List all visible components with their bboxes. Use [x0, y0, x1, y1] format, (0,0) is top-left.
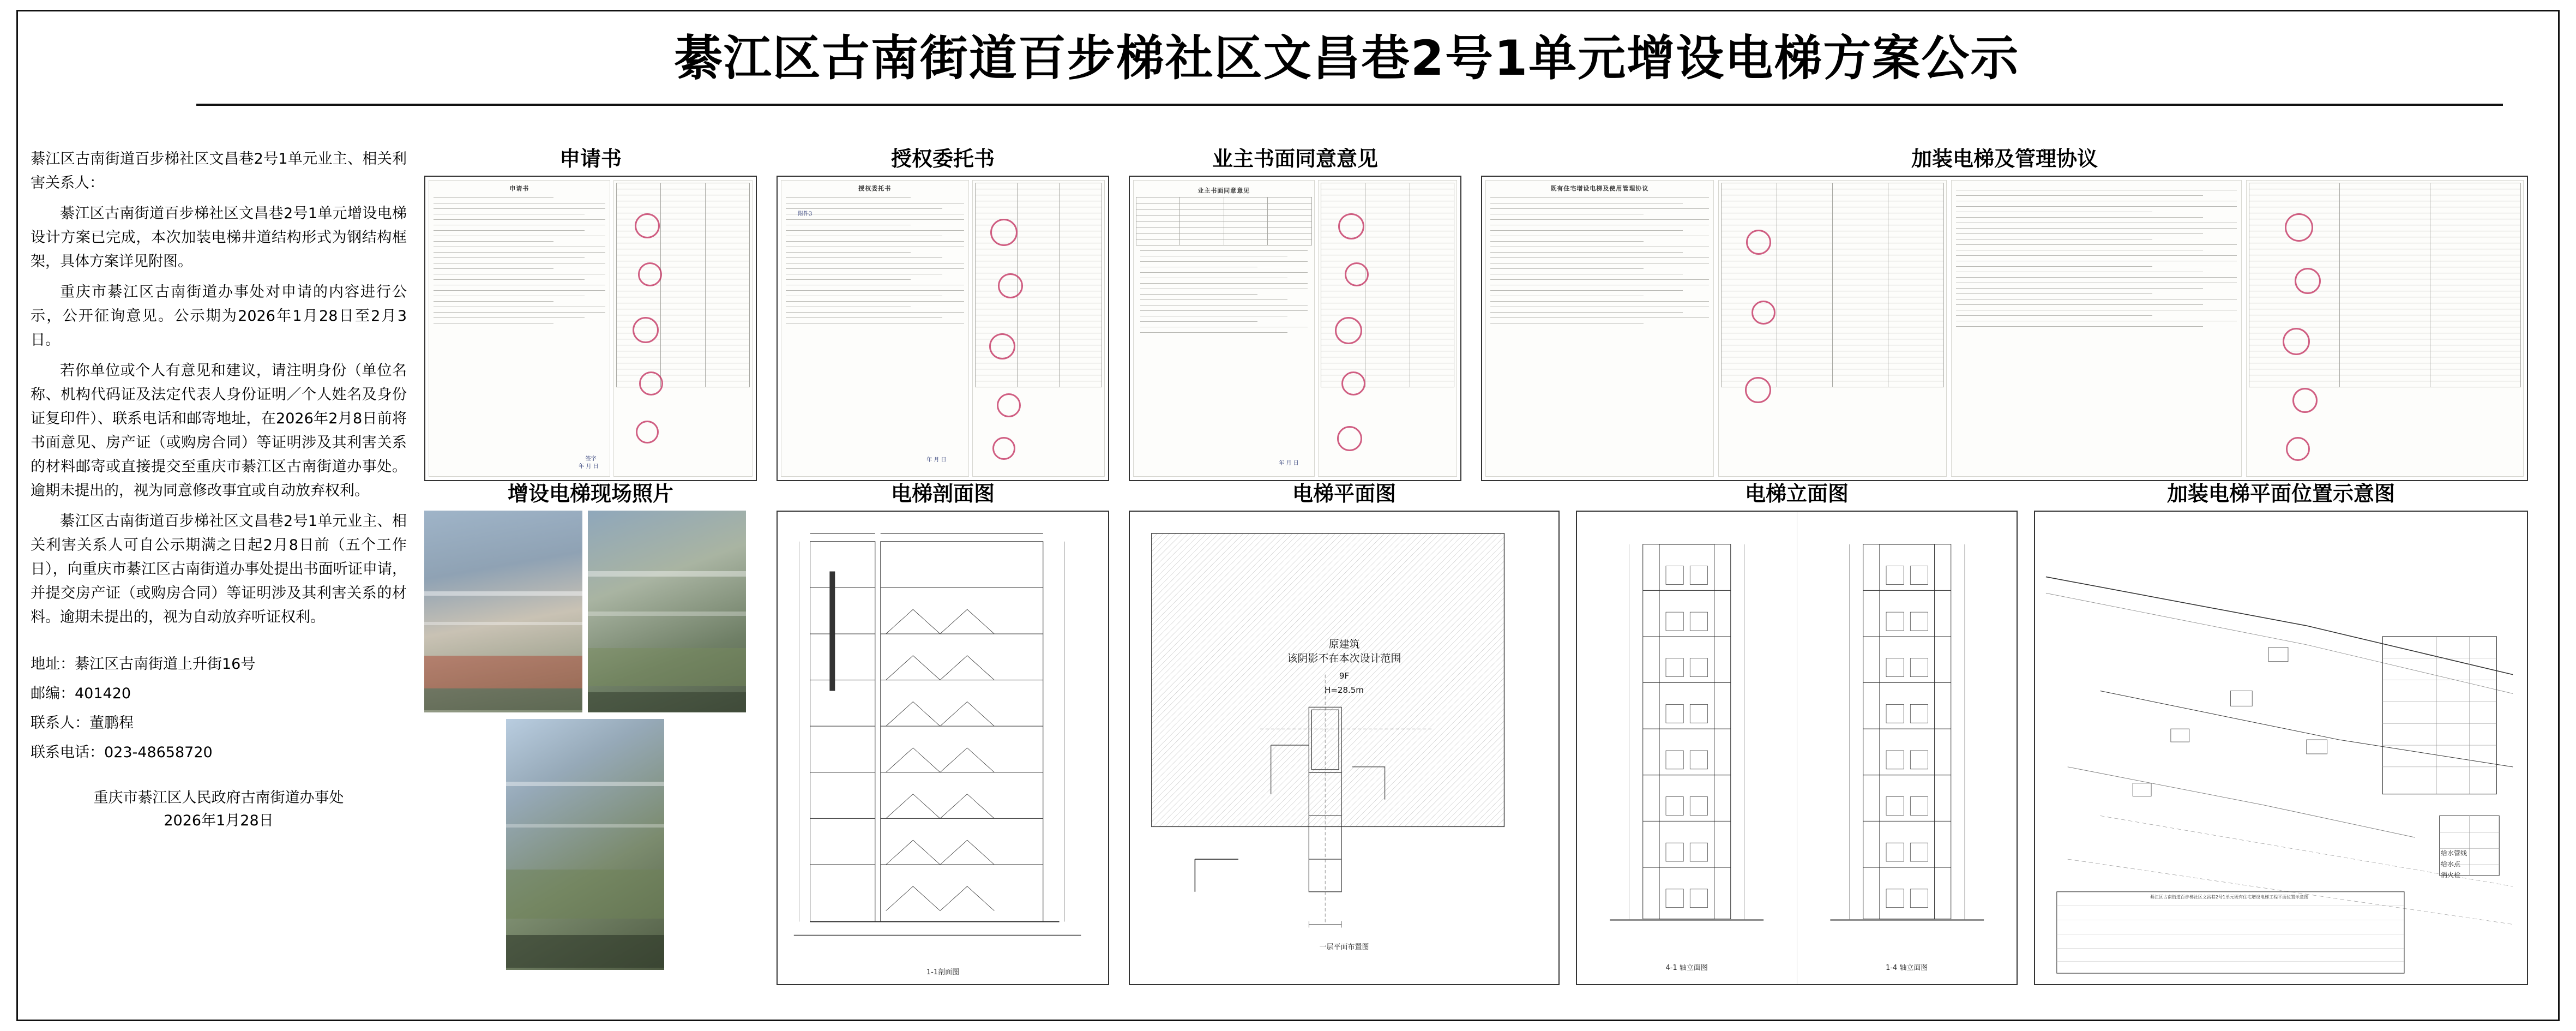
- owner-consent-stamp-1: [1338, 213, 1364, 239]
- panel-elevator-agreement: [1481, 146, 2528, 481]
- owner-consent-header-table: [1136, 197, 1312, 245]
- panel-owner-consent-title: 业主书面同意意见: [1212, 147, 1378, 171]
- notice-paragraph-1: 綦江区古南街道百步梯社区文昌巷2号1单元增设电梯设计方案已完成，本次加装电梯井道结构形式为钢结构框架，具体方案详见附图。: [31, 205, 407, 270]
- panel-site-photos-title: 增设电梯现场照片: [507, 482, 673, 506]
- notice-contact-block: [31, 652, 407, 765]
- panel-application-title: 申请书: [559, 147, 622, 171]
- panel-owner-consent: [1129, 146, 1461, 481]
- agreement-text-lines-3: [1952, 181, 2241, 327]
- panel-location-plan-body: [2034, 511, 2528, 985]
- contact-postcode: 邮编：401420: [31, 685, 131, 702]
- location-plan-note-title: 綦江区古南街道百步梯社区文昌巷2号1单元既有住宅增设电梯工程平面位置示意图: [2150, 895, 2309, 900]
- plan-drawing-caption: 一层平面布置图: [1319, 943, 1369, 951]
- owner-consent-sheet-table: [1318, 180, 1457, 477]
- site-photo-1: [424, 511, 582, 712]
- application-text-lines: [429, 197, 610, 323]
- owner-consent-stamp-4: [1341, 371, 1365, 395]
- application-sheet-table: [613, 180, 753, 477]
- site-photo-2: [588, 511, 746, 712]
- issuer-name: 重庆市綦江区人民政府古南街道办事处: [93, 789, 344, 806]
- panel-site-photos-body: [424, 511, 757, 985]
- section-drawing-canvas: [778, 512, 1108, 984]
- owner-consent-stamp-3: [1335, 317, 1362, 344]
- notice-signoff: [31, 787, 407, 832]
- panel-elevation-drawing-body: [1576, 511, 2018, 985]
- legend-item-hydrant: 消火栓: [2440, 871, 2460, 879]
- panel-plan-drawing-title: 电梯平面图: [1292, 482, 1396, 506]
- authorization-stamp-5: [992, 437, 1015, 460]
- elevation-left-caption: 4-1 轴立面图: [1665, 964, 1708, 972]
- contact-address: 地址：綦江区古南街道上升街16号: [31, 656, 256, 673]
- application-signature: 签字: [585, 456, 597, 462]
- agreement-text-lines-1: [1486, 197, 1713, 323]
- elevation-left-svg: [1577, 512, 1797, 984]
- legend-item-water-pipe: 给水管线: [2440, 849, 2467, 857]
- plan-note-line4: H=28.5m: [1325, 685, 1364, 695]
- agreement-stamp-b4: [2292, 388, 2318, 413]
- authorization-sheet-table: [972, 180, 1105, 477]
- plan-drawing-note: [1130, 637, 1558, 697]
- authorization-stamp-3: [989, 333, 1015, 359]
- page-title: [180, 22, 2514, 87]
- contact-phone: 联系电话：023-48658720: [31, 744, 213, 761]
- panel-plan-drawing-body: [1129, 511, 1560, 985]
- site-photo-3: [506, 719, 664, 970]
- notice-paragraph-2: 重庆市綦江区古南街道办事处对申请的内容进行公示，公开征询意见。公示期为2026年1月28日至2月3日。: [31, 284, 407, 349]
- agreement-stamp-b1: [2285, 213, 2313, 242]
- section-drawing-caption: 1-1剖面图: [926, 968, 960, 976]
- panel-elevator-agreement-body: [1481, 176, 2528, 481]
- legend-item-water-point: 给水点: [2440, 860, 2460, 868]
- notice-salutation: 綦江区古南街道百步梯社区文昌巷2号1单元业主、相关利害关系人：: [31, 151, 407, 191]
- agreement-stamp-a2: [1752, 301, 1775, 325]
- location-plan-legend: [2441, 848, 2467, 880]
- agreement-stamp-a3: [1745, 377, 1771, 403]
- title-divider: [196, 104, 2503, 106]
- agreement-doc-heading: 既有住宅增设电梯及使用管理协议: [1550, 185, 1649, 192]
- panel-authorization: [777, 146, 1109, 481]
- authorization-date-ink: 年 月 日: [926, 457, 947, 463]
- agreement-sheet-1: [1485, 180, 1714, 477]
- panel-plan-drawing: [1129, 481, 1560, 985]
- application-stamp-3: [633, 317, 659, 343]
- elevation-right-svg: [1797, 512, 2017, 984]
- panel-site-photos: [424, 481, 757, 985]
- authorization-stamp-4: [997, 393, 1021, 417]
- panel-elevation-drawing-title: 电梯立面图: [1744, 482, 1849, 506]
- application-date-ink: 年 月 日: [579, 464, 599, 470]
- plan-drawing-svg: [1130, 512, 1558, 984]
- agreement-table-4: [2249, 183, 2521, 387]
- authorization-stamp-1: [990, 219, 1018, 246]
- panel-elevation-drawing: [1576, 481, 2018, 985]
- issue-date: 2026年1月28日: [164, 812, 274, 829]
- application-stamp-5: [636, 421, 659, 443]
- authorization-sheet-main: [781, 180, 969, 477]
- elevation-right-canvas: [1797, 512, 2017, 984]
- elevation-left-canvas: [1577, 512, 1797, 984]
- contact-person: 联系人：董鹏程: [31, 715, 134, 732]
- authorization-doc-heading: 授权委托书: [858, 185, 892, 192]
- agreement-stamp-b5: [2286, 437, 2310, 461]
- agreement-table-2: [1721, 183, 1944, 387]
- agreement-stamp-b3: [2283, 328, 2310, 355]
- owner-consent-signature-table: [1321, 183, 1454, 387]
- owner-consent-stamp-5: [1337, 426, 1362, 451]
- panel-elevator-agreement-title: 加装电梯及管理协议: [1911, 147, 2098, 171]
- plan-note-line2: 该阴影不在本次设计范围: [1287, 652, 1401, 664]
- application-sheet-main: [429, 180, 610, 477]
- notice-text-column: [31, 147, 407, 982]
- plan-note-line1: 原建筑: [1328, 638, 1360, 650]
- panel-location-plan-title: 加装电梯平面位置示意图: [2166, 482, 2395, 506]
- panel-authorization-body: [777, 176, 1109, 481]
- panel-section-drawing: [777, 481, 1109, 985]
- panel-authorization-title: 授权委托书: [890, 147, 995, 171]
- agreement-sheet-2: [1718, 180, 1947, 477]
- panel-section-drawing-title: 电梯剖面图: [890, 482, 995, 506]
- plan-note-line3: 9F: [1339, 671, 1350, 681]
- notice-paragraph-3: 若你单位或个人有意见和建议，请注明身份（单位名称、机构代码证及法定代表人身份证明／个人姓名及身份证复印件）、联系电话和邮寄地址，在2026年2月8日前将书面意见、房产证（或购房合同）等证明涉及其利害关系的材料邮寄或直接提交至重庆市綦江区古南街道办事处。逾期未提出的，视为同意修改事宜或自动放弃权利。: [31, 362, 407, 499]
- panel-owner-consent-body: [1129, 176, 1461, 481]
- authorization-stamp-2: [998, 273, 1023, 298]
- page-title-text: 綦江区古南街道百步梯社区文昌巷2号1单元增设电梯方案公示: [674, 30, 2020, 86]
- location-plan-canvas: [2035, 512, 2527, 984]
- owner-consent-date-ink: 年 月 日: [1279, 460, 1299, 466]
- application-signature-table: [616, 183, 750, 387]
- owner-consent-doc-heading: 业主书面同意意见: [1197, 187, 1250, 194]
- agreement-stamp-b2: [2295, 268, 2321, 294]
- authorization-ink-note: 附件3: [798, 211, 812, 217]
- notice-paragraph-4: 綦江区古南街道百步梯社区文昌巷2号1单元业主、相关利害关系人可自公示期满之日起2月8日前（五个工作日），向重庆市綦江区古南街道办事处提出书面听证申请，并提交房产证（或购房合同）等证明涉及其利害关系的材料。逾期未提出的，视为自动放弃听证权利。: [31, 513, 407, 626]
- agreement-stamp-a1: [1746, 230, 1771, 255]
- application-doc-heading: 申请书: [509, 185, 529, 192]
- location-plan-svg: [2035, 512, 2527, 984]
- owner-consent-sheet-main: [1133, 180, 1315, 477]
- agreement-sheet-4: [2246, 180, 2524, 477]
- site-photo-grid: [424, 511, 757, 985]
- owner-consent-stamp-2: [1345, 262, 1369, 286]
- panel-application: [424, 146, 757, 481]
- elevation-right-caption: 1-4 轴立面图: [1886, 964, 1928, 972]
- section-drawing-svg: [778, 512, 1108, 984]
- panel-section-drawing-body: [777, 511, 1109, 985]
- owner-consent-text-lines: [1136, 250, 1312, 333]
- panel-application-body: [424, 176, 757, 481]
- application-stamp-1: [635, 213, 660, 238]
- agreement-sheet-3: [1951, 180, 2242, 477]
- application-stamp-4: [639, 371, 663, 395]
- plan-drawing-canvas: [1130, 512, 1558, 984]
- application-stamp-2: [638, 262, 662, 286]
- panel-location-plan: [2034, 481, 2528, 985]
